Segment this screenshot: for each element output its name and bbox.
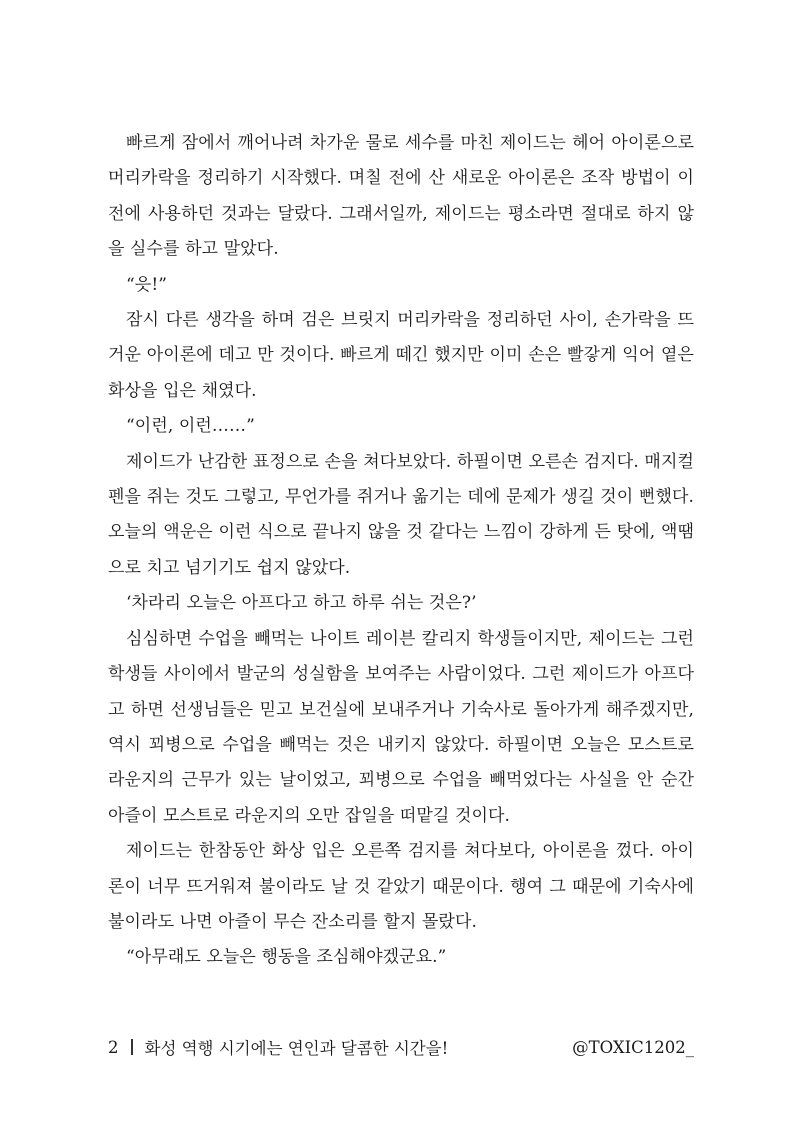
page-footer xyxy=(108,1034,694,1060)
paragraph: 잠시 다른 생각을 하며 검은 브릿지 머리카락을 정리하던 사이, 손가락을 뜨거운 아이론에 데고 만 것이다. 빠르게 떼긴 했지만 이미 손은 빨갛게 익어 옅은 화상을 입은 채였다. xyxy=(108,310,694,401)
thought-line: ‘차라리 오늘은 아프다고 하고 하루 쉬는 것은?’ xyxy=(126,593,477,614)
footer-divider xyxy=(131,1039,133,1055)
author-handle: @TOXIC1202_ xyxy=(572,1037,694,1057)
paragraph: 심심하면 수업을 빼먹는 나이트 레이븐 칼리지 학생들이지만, 제이드는 그런 학생들 사이에서 발군의 성실함을 보여주는 사람이었다. 그런 제이드가 아프다고 하면 선생님들은 믿고 보건실에 보내주거나 기숙사로 돌아가게 해주겠지만, 역시 꾀병으로 수업을 빼먹는 것은 내키지 않았다. 하필이면 오늘은 모스트로 라운지의 근무가 있는 날이었고, 꾀병으로 수업을 빼먹었다는 사실을 안 순간 아즐이 모스트로 라운지의 오만 잡일을 떠맡길 것이다. xyxy=(108,628,694,826)
book-title: 화성 역행 시기에는 연인과 달콤한 시간을! xyxy=(144,1039,449,1058)
footer-left xyxy=(108,1035,448,1059)
dialogue-line: “이런, 이런……” xyxy=(126,416,255,437)
paragraph: 제이드는 한참동안 화상 입은 오른쪽 검지를 쳐다보다, 아이론을 껐다. 아이론이 너무 뜨거워져 불이라도 날 것 같았기 때문이다. 행여 그 때문에 기숙사에 불이라도 나면 아즐이 무슨 잔소리를 할지 몰랐다. xyxy=(108,841,694,932)
body-text xyxy=(108,126,694,976)
dialogue-line: “읏!” xyxy=(126,274,168,295)
paragraph: 제이드가 난감한 표정으로 손을 쳐다보았다. 하필이면 오른손 검지다. 매지컬 펜을 쥐는 것도 그렇고, 무언가를 쥐거나 옮기는 데에 문제가 생길 것이 뻔했다. 오늘의 액운은 이런 식으로 끝나지 않을 것 같다는 느낌이 강하게 든 탓에, 액땜으로 치고 넘기기도 쉽지 않았다. xyxy=(108,451,694,578)
paragraph: 빠르게 잠에서 깨어나려 차가운 물로 세수를 마친 제이드는 헤어 아이론으로 머리카락을 정리하기 시작했다. 며칠 전에 산 새로운 아이론은 조작 방법이 이전에 사용하던 것과는 달랐다. 그래서일까, 제이드는 평소라면 절대로 하지 않을 실수를 하고 말았다. xyxy=(108,133,694,260)
page-number: 2 xyxy=(108,1037,119,1057)
dialogue-line: “아무래도 오늘은 행동을 조심해야겠군요.” xyxy=(126,947,447,968)
